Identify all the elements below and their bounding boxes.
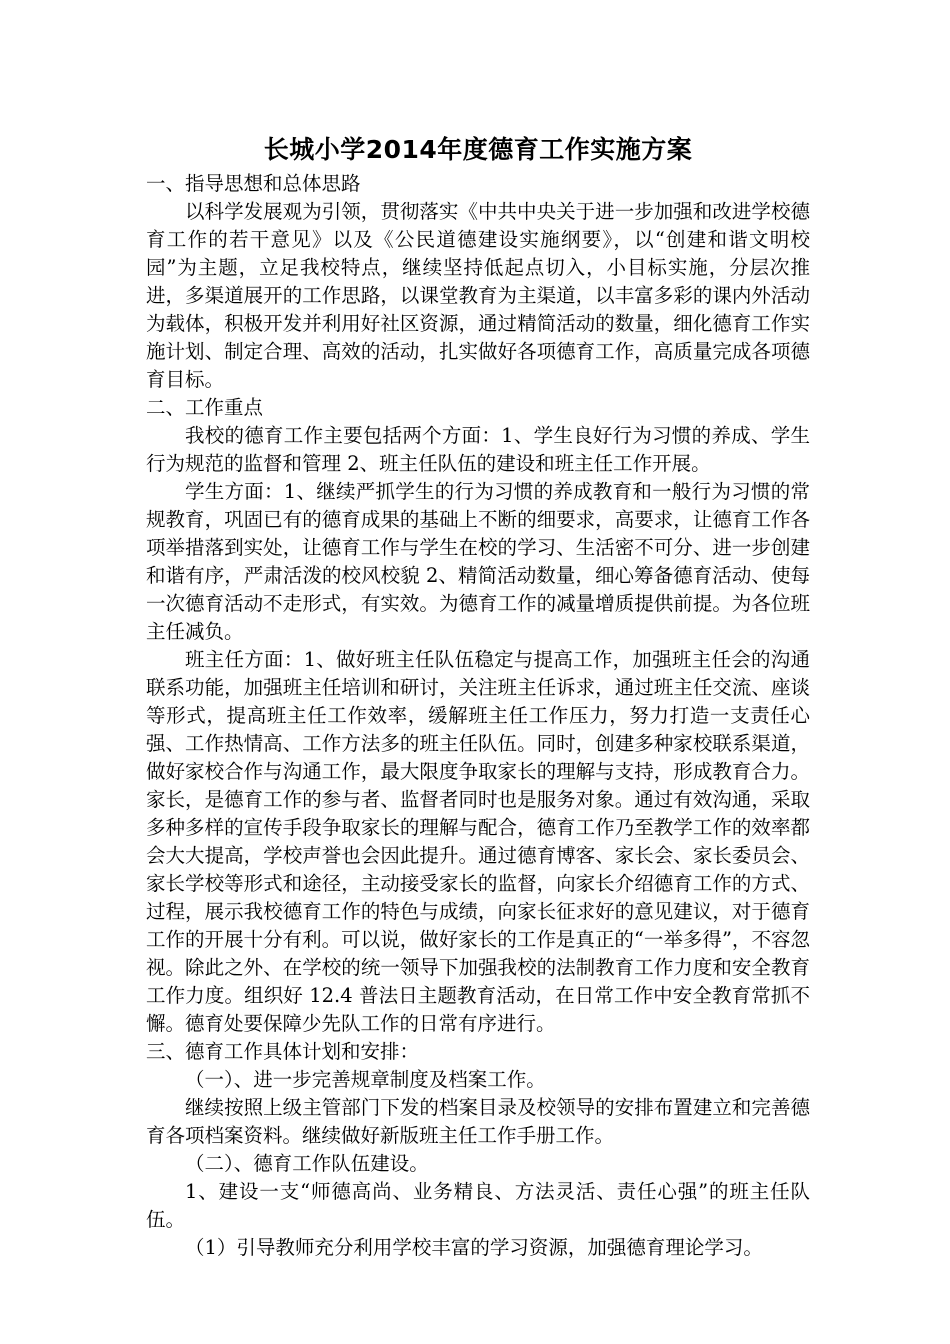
paragraph: 班主任方面：1、做好班主任队伍稳定与提高工作，加强班主任会的沟通联系功能，加强班主任培训和研讨，关注班主任诉求，通过班主任交流、座谈等形式，提高班主任工作效率，缓解班主任工作压力，努力打造一支责任心强、工作热情高、工作方法多的班主任队伍。同时，创建多种家校联系渠道，做好家校合作与沟通工作，最大限度争取家长的理解与支持，形成教育合力。家长，是德育工作的参与者、监督者同时也是服务对象。通过有效沟通，采取多种多样的宣传手段争取家长的理解与配合，德育工作乃至教学工作的效率都会大大提高，学校声誉也会因此提升。通过德育博客、家长会、家长委员会、家长学校等形式和途径，主动接受家长的监督，向家长介绍德育工作的方式、过程，展示我校德育工作的特色与成绩，向家长征求好的意见建议，对于德育工作的开展十分有利。可以说，做好家长的工作是真正的“一举多得”，不容忽视。除此之外、在学校的统一领导下加强我校的法制教育工作力度和安全教育工作力度。组织好 12.4 普法日主题教育活动，在日常工作中安全教育常抓不懈。德育处要保障少先队工作的日常有序进行。 <box>146 648 810 1035</box>
document-title: 长城小学2014年度德育工作实施方案 <box>263 135 693 164</box>
document-page <box>146 132 810 1262</box>
paragraph: 继续按照上级主管部门下发的档案目录及校领导的安排布置建立和完善德育各项档案资料。继续做好新版班主任工作手册工作。 <box>146 1096 810 1147</box>
subsection-heading: （二）、德育工作队伍建设。 <box>185 1152 429 1175</box>
paragraph: 学生方面：1、继续严抓学生的行为习惯的养成教育和一般行为习惯的常规教育，巩固已有的德育成果的基础上不断的细要求，高要求，让德育工作各项举措落到实处，让德育工作与学生在校的学习、生活密不可分、进一步创建和谐有序，严肃活泼的校风校貌 2、精简活动数量，细心筹备德育活动、使每一次德育活动不走形式，有实效。为德育工作的减量增质提供前提。为各位班主任减负。 <box>146 480 810 643</box>
section-heading-1: 一、指导思想和总体思路 <box>146 172 361 195</box>
paragraph: 1、建设一支“师德高尚、业务精良、方法灵活、责任心强”的班主任队伍。 <box>146 1180 810 1231</box>
section-heading-2: 二、工作重点 <box>146 396 264 419</box>
subsection-heading: （一）、进一步完善规章制度及档案工作。 <box>185 1068 546 1091</box>
paragraph: （1）引导教师充分利用学校丰富的学习资源，加强德育理论学习。 <box>185 1236 763 1259</box>
section-heading-3: 三、德育工作具体计划和安排： <box>146 1040 420 1063</box>
paragraph: 以科学发展观为引领，贯彻落实《中共中央关于进一步加强和改进学校德育工作的若干意见》以及《公民道德建设实施纲要》，以“创建和谐文明校园”为主题，立足我校特点，继续坚持低起点切入，小目标实施，分层次推进，多渠道展开的工作思路，以课堂教育为主渠道，以丰富多彩的课内外活动为载体，积极开发并利用好社区资源，通过精简活动的数量，细化德育工作实施计划、制定合理、高效的活动，扎实做好各项德育工作，高质量完成各项德育目标。 <box>146 200 810 391</box>
paragraph: 我校的德育工作主要包括两个方面：1、学生良好行为习惯的养成、学生行为规范的监督和管理 2、班主任队伍的建设和班主任工作开展。 <box>146 424 810 475</box>
